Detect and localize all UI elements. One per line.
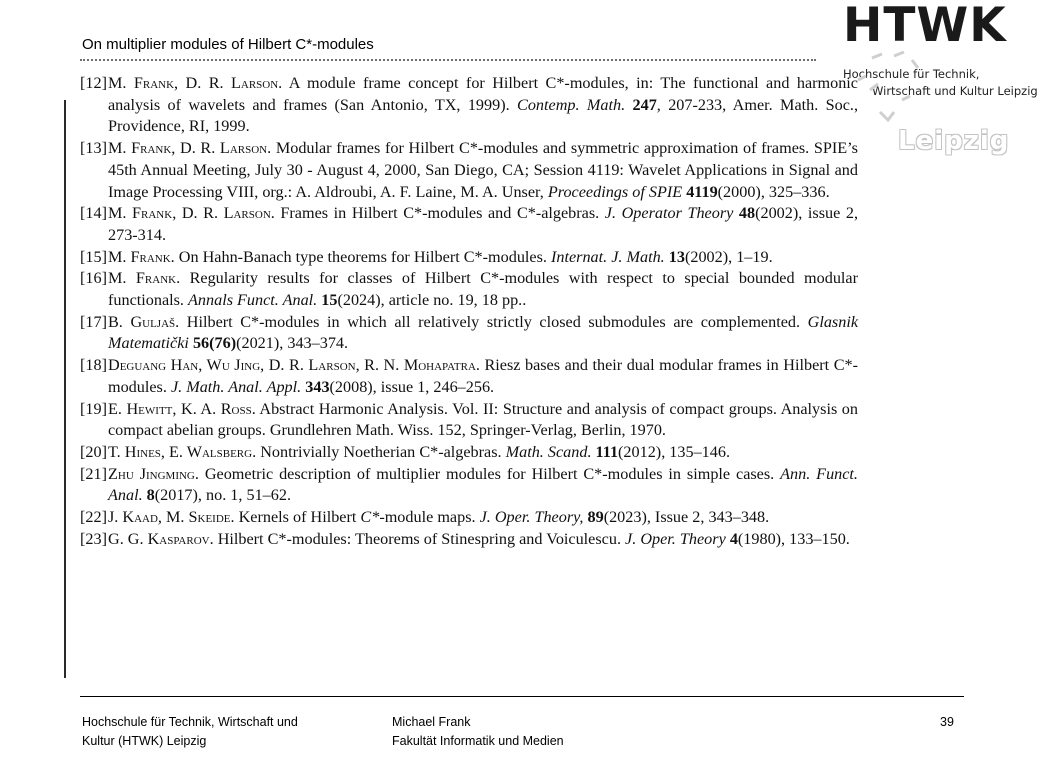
reference-item bbox=[80, 507, 858, 529]
reference-item bbox=[80, 247, 858, 269]
reference-text-segment: Annals Funct. Anal. bbox=[188, 291, 318, 310]
reference-number: [21] bbox=[80, 464, 107, 483]
logo-wordmark: HTWK bbox=[843, 0, 1007, 53]
footer-institution bbox=[82, 713, 298, 751]
reference-text-segment: . Frames in Hilbert C*-modules and C*-algebras. bbox=[270, 204, 605, 223]
reference-text-segment: 13 bbox=[668, 247, 685, 266]
reference-text-segment: 343 bbox=[305, 377, 330, 396]
reference-text-segment: (2017), no. 1, 51–62. bbox=[154, 486, 291, 505]
reference-text-segment: J. Oper. Theory bbox=[625, 529, 726, 548]
reference-item bbox=[80, 203, 858, 246]
reference-number: [13] bbox=[80, 139, 107, 158]
footer-institution-line-1: Hochschule für Technik, Wirtschaft und bbox=[82, 715, 298, 729]
reference-item bbox=[80, 464, 858, 507]
reference-text-segment: . Abstract Harmonic Analysis. Vol. II: Structure and analysis of compact groups. Analysis on compact abelian groups. Grundlehren Math. Wiss. 152, Springer-Verlag, Berlin, 1970. bbox=[108, 399, 858, 440]
reference-text-segment: Math. Scand. bbox=[505, 442, 592, 461]
reference-text-segment: Glasnik Matematički bbox=[108, 312, 858, 353]
reference-text-segment: 48 bbox=[738, 204, 756, 223]
reference-number: [20] bbox=[80, 442, 107, 461]
reference-text-segment: J. Math. Anal. Appl. bbox=[170, 377, 302, 396]
title-dotted-divider bbox=[80, 59, 816, 61]
slide-title: On multiplier modules of Hilbert C*-modules bbox=[82, 36, 374, 53]
reference-text-segment: , 207-233, Amer. Math. Soc., Providence, RI, 1999. bbox=[108, 95, 859, 136]
reference-text-segment: (2002), issue 2, 273-314. bbox=[108, 204, 859, 244]
reference-text-segment: Deguang Han, Wu Jing, D. R. Larson, R. N. Mohapatra bbox=[108, 356, 476, 375]
reference-number: [22] bbox=[80, 508, 107, 527]
reference-text-segment: Internat. J. Math. bbox=[550, 247, 665, 266]
reference-text-segment: (2012), 135–146. bbox=[618, 442, 730, 461]
reference-text-segment: . Modular frames for Hilbert C*-modules and symmetric approximation of frames. SPIE’s 45th Annual Meeting, July 30 - August 4, 2000, San Diego, CA; Session 4119: Wavelet Applications in Signal and Image Processing VIII, org.: A. Aldroubi, A. F. Laine, M. A. Unser, bbox=[108, 139, 858, 201]
reference-text-segment: (1980), 133–150. bbox=[737, 529, 850, 548]
reference-number: [18] bbox=[80, 356, 107, 375]
reference-text-segment: 247 bbox=[632, 95, 657, 114]
reference-text-segment: . On Hahn-Banach type theorems for Hilbert C*-modules. bbox=[170, 247, 551, 266]
reference-text-segment: G. G. Kasparov bbox=[108, 529, 210, 548]
reference-item bbox=[80, 138, 858, 203]
reference-text-segment: . Kernels of Hilbert bbox=[230, 508, 361, 527]
reference-text-segment: M. Frank, D. R. Larson bbox=[108, 204, 271, 223]
footer-faculty: Fakultät Informatik und Medien bbox=[392, 734, 564, 748]
footer-divider bbox=[80, 696, 964, 697]
reference-number: [14] bbox=[80, 204, 107, 223]
logo-subline-2: Wirtschaft und Kultur Leipzig bbox=[872, 84, 1038, 98]
reference-number: [16] bbox=[80, 269, 107, 288]
reference-text-segment: J. Oper. Theory, bbox=[479, 508, 584, 527]
htwk-emblem-icon bbox=[852, 50, 942, 130]
page-number: 39 bbox=[940, 715, 954, 729]
reference-text-segment: M. Frank bbox=[108, 269, 177, 288]
reference-text-segment: 15 bbox=[321, 291, 338, 310]
reference-number: [19] bbox=[80, 399, 107, 418]
reference-text-segment: 56(76) bbox=[192, 334, 237, 353]
reference-text-segment: (2024), article no. 19, 18 pp.. bbox=[337, 291, 527, 310]
reference-item bbox=[80, 268, 858, 311]
reference-text-segment: J. Operator Theory bbox=[604, 204, 734, 223]
reference-number: [23] bbox=[80, 529, 107, 548]
reference-item bbox=[80, 355, 858, 398]
reference-text-segment: . Hilbert C*-modules in which all relatively strictly closed submodules are complemented. bbox=[175, 312, 808, 331]
reference-text-segment: 111 bbox=[595, 442, 619, 461]
reference-text-segment: . A module frame concept for Hilbert C*-modules, in: The functional and harmonic analysis of wavelets and frames (San Antonio, TX, 1999). bbox=[108, 74, 858, 114]
reference-text-segment: M. Frank, D. R. Larson bbox=[108, 139, 268, 158]
reference-text-segment: -module maps. bbox=[379, 508, 480, 527]
reference-text-segment: E. Hewitt, K. A. Ross bbox=[108, 399, 252, 418]
reference-item bbox=[80, 442, 858, 464]
reference-text-segment: Contemp. Math. bbox=[517, 95, 626, 114]
reference-text-segment: . Regularity results for classes of Hilbert C*-modules with respect to special bounded modular functionals. bbox=[108, 269, 858, 310]
reference-text-segment: (2002), 1–19. bbox=[684, 247, 773, 266]
reference-text-segment: Proceedings of SPIE bbox=[547, 182, 683, 201]
reference-text-segment: J. Kaad, M. Skeide bbox=[108, 508, 231, 527]
reference-number: [17] bbox=[80, 312, 107, 331]
reference-text-segment: (2008), issue 1, 246–256. bbox=[329, 377, 495, 396]
reference-item bbox=[80, 399, 858, 442]
reference-text-segment: . Riesz bases and their dual modular frames in Hilbert C*-modules. bbox=[108, 356, 858, 396]
footer-institution-line-2: Kultur (HTWK) Leipzig bbox=[82, 734, 207, 748]
reference-text-segment: (2021), 343–374. bbox=[236, 334, 349, 353]
reference-text-segment: C* bbox=[360, 508, 380, 527]
reference-item bbox=[80, 73, 858, 138]
logo-city: Leipzig bbox=[898, 126, 1010, 156]
footer-author bbox=[392, 713, 564, 751]
reference-item bbox=[80, 529, 858, 551]
logo-subline-1: Hochschule für Technik, bbox=[843, 67, 980, 81]
reference-item bbox=[80, 312, 858, 355]
reference-list bbox=[80, 73, 858, 550]
reference-text-segment bbox=[625, 96, 632, 114]
reference-text-segment: . Nontrivially Noetherian C*-algebras. bbox=[252, 442, 506, 461]
footer-author-name: Michael Frank bbox=[392, 715, 471, 729]
reference-number: [12] bbox=[80, 74, 107, 92]
reference-text-segment: . Geometric description of multiplier modules for Hilbert C*-modules in simple cases. bbox=[194, 464, 781, 483]
reference-text-segment: 4119 bbox=[686, 182, 718, 201]
reference-text-segment: Ann. Funct. Anal. bbox=[108, 464, 858, 505]
reference-text-segment: Zhu Jingming bbox=[108, 464, 195, 483]
reference-text-segment: 4 bbox=[729, 529, 738, 548]
reference-text-segment: M. Frank, D. R. Larson bbox=[108, 74, 279, 92]
reference-text-segment: 89 bbox=[587, 508, 604, 527]
reference-text-segment: (2023), Issue 2, 343–348. bbox=[603, 508, 770, 527]
reference-text-segment: 8 bbox=[146, 486, 155, 505]
reference-text-segment: (2000), 325–336. bbox=[717, 182, 830, 201]
reference-text-segment: . Hilbert C*-modules: Theorems of Stinespring and Voiculescu. bbox=[209, 529, 626, 548]
reference-text-segment: M. Frank bbox=[108, 247, 171, 266]
reference-text-segment: B. Guljaš bbox=[108, 312, 176, 331]
reference-number: [15] bbox=[80, 247, 107, 266]
left-margin-rule bbox=[64, 100, 66, 678]
reference-text-segment: T. Hines, E. Walsberg bbox=[108, 442, 253, 461]
